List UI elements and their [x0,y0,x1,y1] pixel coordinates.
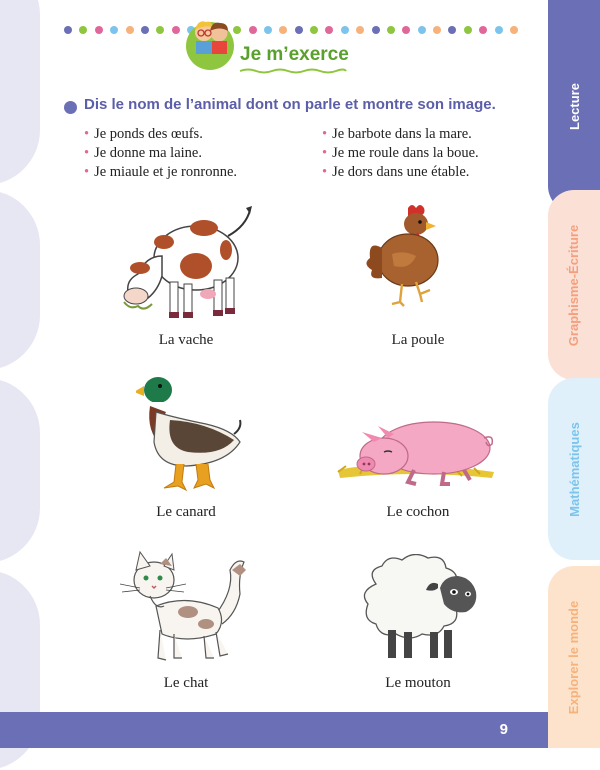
garland-dot [325,26,333,34]
bottom-bar [0,712,548,748]
instruction-text: Dis le nom de l’animal dont on parle et montre son image. [84,96,496,113]
clue-text: Je donne ma laine. [94,145,202,161]
garland-dot [264,26,272,34]
garland-dot [279,26,287,34]
garland-dot [141,26,149,34]
clue-item [84,145,202,162]
clue-text: Je miaule et je ronronne. [94,164,238,180]
garland-dot [341,26,349,34]
garland-dot [172,26,180,34]
duck-image[interactable] [136,372,246,494]
caption-hen: La poule [391,332,445,348]
garland-dot [249,26,257,34]
garland-dot [310,26,318,34]
page-number: 9 [499,721,508,738]
garland-dot [156,26,164,34]
clue-bullet: • [322,164,328,180]
tab-reading[interactable] [548,0,600,212]
caption-sheep: Le mouton [385,675,451,691]
tab-math-label: Mathématiques [566,421,582,517]
caption-cow: La vache [158,332,214,348]
garland-dot [387,26,395,34]
tab-math[interactable] [548,378,600,560]
clue-bullet: • [322,126,328,142]
tab-world[interactable] [548,566,600,748]
garland-dot [448,26,456,34]
garland-dot [79,26,87,34]
garland-dot [418,26,426,34]
garland-dot [64,26,72,34]
tab-reading-label: Lecture [566,82,582,130]
caption-pig: Le cochon [386,504,450,520]
clue-item [84,126,203,143]
sheep-image[interactable] [348,554,484,666]
garland-dot [95,26,103,34]
garland-dot [433,26,441,34]
clue-text: Je ponds des œufs. [94,126,203,142]
clue-text: Je barbote dans la mare. [332,126,472,142]
garland-dot [479,26,487,34]
garland-dot [126,26,134,34]
garland-dot [356,26,364,34]
page-title: Je m’exerce [240,44,349,65]
hen-image[interactable] [362,204,452,308]
garland-dot [233,26,241,34]
clue-item [84,164,237,181]
left-decor-tab [0,0,40,185]
clue-item [322,145,479,162]
clue-text: Je dors dans une étable. [332,164,470,180]
garland-dot [510,26,518,34]
pig-image[interactable] [334,414,498,490]
title-underline [238,68,348,74]
garland-dot [464,26,472,34]
caption-duck: Le canard [156,504,216,520]
instruction-bullet [64,101,77,114]
garland-dot [295,26,303,34]
tab-writing[interactable] [548,190,600,380]
clue-bullet: • [84,126,90,142]
left-decor-tab [0,190,40,370]
clue-text: Je me roule dans la boue. [332,145,479,161]
caption-cat: Le chat [163,675,209,691]
garland-dot [372,26,380,34]
clue-bullet: • [322,145,328,161]
tab-world-label: Explorer le monde [566,600,582,714]
cat-image[interactable] [116,550,252,666]
left-decor-tab [0,378,40,563]
clue-item [322,164,469,181]
garland-dot [110,26,118,34]
garland-dot [495,26,503,34]
garland-dot [402,26,410,34]
cow-image[interactable] [118,206,264,324]
clue-bullet: • [84,164,90,180]
children-icon [190,18,232,54]
dotted-garland [64,26,518,36]
clue-bullet: • [84,145,90,161]
tab-writing-label: Graphisme-Écriture [566,224,582,346]
clue-item [322,126,472,143]
